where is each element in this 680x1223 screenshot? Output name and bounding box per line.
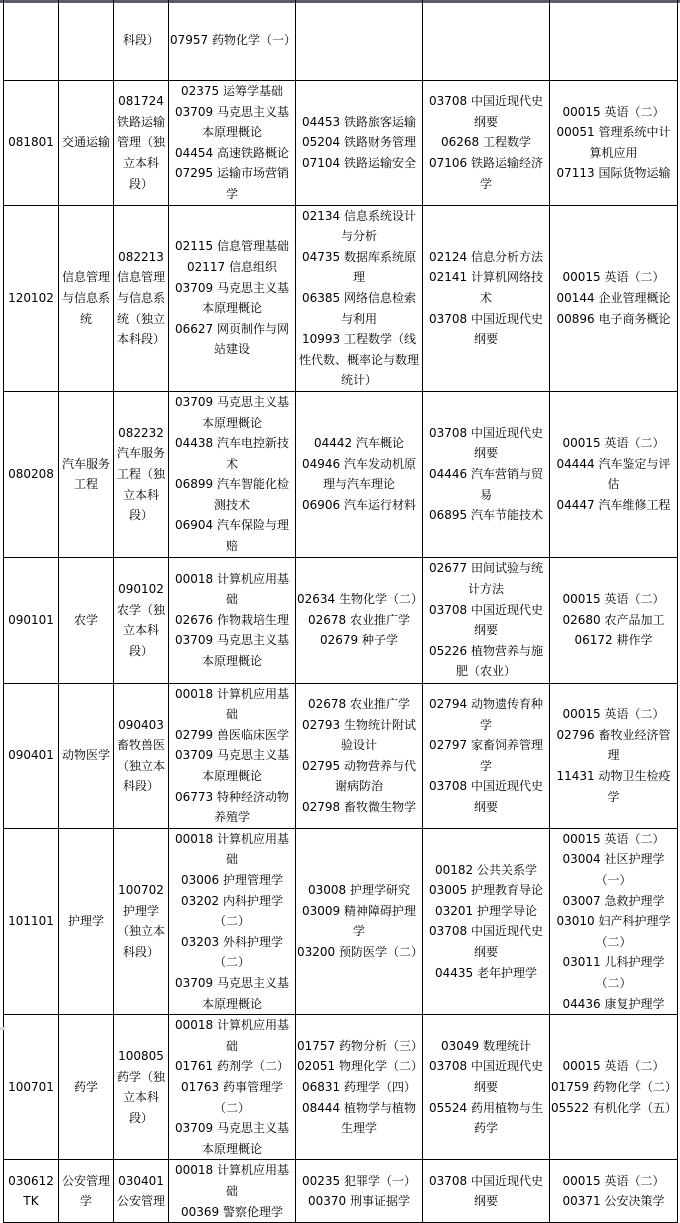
course-item: 03709 马克思主义基本原理概论	[175, 104, 289, 140]
major-code-cell	[4, 683, 59, 828]
major-code-cell	[4, 205, 59, 391]
course-item: 02796 畜牧业经济管理	[556, 727, 671, 763]
course-item: 03007 急救护理学	[562, 893, 665, 908]
sub-major-name: 082232 汽车服务工程（独立本科段）	[116, 425, 165, 523]
table-row	[4, 557, 678, 683]
course-item: 00896 电子商务概论	[556, 311, 671, 326]
sub-major-cell	[114, 391, 169, 557]
course-item: 00144 企业管理概论	[556, 290, 671, 305]
courses-group-2-cell	[296, 1015, 423, 1160]
courses-group-4-cell	[550, 683, 678, 828]
course-item: 10993 工程数学（线性代数、概率论与数理统计）	[298, 332, 419, 388]
courses-group-4-cell	[550, 557, 678, 683]
major-code: 030612TK	[8, 1173, 54, 1209]
courses-group-4-cell	[550, 0, 678, 81]
courses-group-1-cell	[169, 81, 296, 206]
major-name-cell	[59, 81, 114, 206]
major-code: 090101	[8, 612, 54, 627]
sub-major-cell	[114, 828, 169, 1014]
courses-group-3-cell	[423, 81, 550, 206]
major-name: 交通运输	[61, 135, 110, 150]
course-item: 02793 生物统计附试验设计	[302, 717, 416, 753]
course-item: 00015 英语（二）	[562, 1059, 665, 1074]
table-row	[4, 391, 678, 557]
course-item: 03006 护理管理学	[181, 873, 283, 887]
course-item: 04453 铁路旅客运输	[302, 114, 416, 129]
course-item: 03708 中国近现代史纲要	[429, 602, 543, 638]
major-code-cell	[4, 557, 59, 683]
major-code: 080208	[8, 466, 54, 481]
course-item: 03709 马克思主义基本原理概论	[175, 748, 289, 784]
courses-group-1-cell	[169, 1160, 296, 1223]
course-item: 00370 刑事证据学	[308, 1194, 410, 1209]
course-item: 03708 中国近现代史纲要	[429, 779, 543, 814]
table-row	[4, 1015, 678, 1160]
course-item: 02375 运筹学基础	[181, 84, 283, 98]
sub-major-cell	[114, 205, 169, 391]
major-name-cell	[59, 1160, 114, 1223]
major-name: 信息管理与信息系统	[61, 270, 110, 326]
courses-group-2-cell	[296, 1160, 423, 1223]
course-item: 02679 种子学	[320, 633, 398, 648]
course-item: 03011 儿科护理学（二）	[562, 955, 665, 990]
sub-major-name: 090403 畜牧兽医（独立本科段）	[116, 717, 165, 794]
course-item: 00018 计算机应用基础	[175, 1018, 289, 1053]
sub-major-cell	[114, 0, 169, 81]
course-item: 03709 马克思主义基本原理概论	[175, 280, 289, 316]
course-item: 04442 汽车概论	[314, 436, 404, 451]
courses-group-1-cell	[169, 828, 296, 1014]
course-item: 02678 农业推广学	[308, 612, 410, 627]
sub-major-name: 030401 公安管理	[116, 1173, 165, 1209]
course-item: 02799 兽医临床医学	[175, 727, 289, 742]
course-item: 06268 工程数学	[441, 135, 531, 150]
courses-group-3-cell	[423, 205, 550, 391]
course-item: 06385 网络信息检索与利用	[302, 290, 416, 326]
course-item: 07104 铁路运输安全	[302, 156, 416, 171]
major-name-cell	[59, 391, 114, 557]
major-code: 090401	[8, 748, 54, 763]
course-item: 06172 耕作学	[574, 633, 653, 648]
course-item: 03202 内科护理学（二）	[181, 893, 283, 929]
course-item: 00015 英语（二）	[562, 831, 665, 846]
sub-major-name: 082213 信息管理与信息系统（独立本科段）	[116, 249, 165, 347]
course-item: 04446 汽车营销与贸易	[429, 466, 543, 502]
course-item: 02798 畜牧微生物学	[302, 799, 416, 814]
major-name-cell	[59, 828, 114, 1014]
sub-major-name: 科段）	[122, 32, 159, 47]
course-item: 03709 马克思主义基本原理概论	[175, 633, 289, 669]
course-item: 06831 药理学（四）	[302, 1079, 416, 1094]
course-item: 02676 作物栽培生理	[175, 612, 289, 627]
courses-group-2-cell	[296, 683, 423, 828]
course-item: 00015 英语（二）	[562, 592, 665, 607]
major-name: 护理学	[67, 914, 104, 929]
courses-group-1-cell	[169, 391, 296, 557]
course-item: 03709 马克思主义基本原理概论	[175, 1121, 289, 1156]
course-item: 01763 药事管理学（二）	[181, 1079, 283, 1115]
course-item: 00018 计算机应用基础	[175, 1163, 289, 1198]
course-item: 07113 国际货物运输	[556, 166, 671, 181]
courses-group-3-cell	[423, 391, 550, 557]
course-item: 03009 精神障碍护理学	[302, 903, 416, 939]
major-name: 农学	[73, 612, 98, 627]
courses-group-2-cell	[296, 0, 423, 81]
course-item: 02117 信息组织	[187, 260, 277, 275]
courses-group-2-cell	[296, 205, 423, 391]
course-item: 05226 植物营养与施肥（农业）	[429, 643, 543, 679]
course-item: 11431 动物卫生检疫学	[556, 769, 671, 804]
course-item: 03010 妇产科护理学（二）	[556, 914, 671, 949]
course-item: 04436 康复护理学	[562, 996, 665, 1011]
courses-group-1-cell	[169, 0, 296, 81]
courses-group-2-cell	[296, 828, 423, 1014]
major-name: 动物医学	[61, 748, 110, 763]
major-name-cell	[59, 557, 114, 683]
courses-group-3-cell	[423, 0, 550, 81]
course-item: 04444 汽车鉴定与评估	[556, 456, 671, 492]
course-item: 03201 护理学导论	[435, 903, 537, 918]
course-item: 03708 中国近现代史纲要	[429, 425, 543, 461]
course-item: 00371 公安决策学	[562, 1194, 665, 1209]
course-item: 02634 生物化学（二）	[297, 592, 423, 607]
courses-group-4-cell	[550, 391, 678, 557]
course-item: 02677 田间试验与统计方法	[429, 561, 543, 596]
course-item: 02678 农业推广学	[308, 696, 410, 711]
courses-group-4-cell	[550, 81, 678, 206]
table-row	[4, 205, 678, 391]
courses-group-1-cell	[169, 557, 296, 683]
course-item: 04946 汽车发动机原理与汽车理论	[302, 456, 416, 492]
courses-group-2-cell	[296, 81, 423, 206]
courses-group-3-cell	[423, 1015, 550, 1160]
courses-group-1-cell	[169, 205, 296, 391]
table-body	[4, 0, 678, 1223]
course-item: 06904 汽车保险与理赔	[175, 518, 289, 554]
course-item: 03709 马克思主义基本原理概论	[175, 975, 289, 1011]
table-row	[4, 0, 678, 81]
course-item: 06895 汽车节能技术	[429, 508, 543, 523]
course-item: 05524 药用植物与生药学	[429, 1100, 543, 1136]
course-item: 06627 网页制作与网站建设	[175, 321, 289, 357]
course-item: 03708 中国近现代史纲要	[429, 1173, 543, 1209]
courses-group-3-cell	[423, 1160, 550, 1223]
table-row	[4, 683, 678, 828]
major-name-cell	[59, 205, 114, 391]
sub-major-cell	[114, 81, 169, 206]
courses-group-3-cell	[423, 828, 550, 1014]
sub-major-name: 081724 铁路运输管理（独立本科段）	[116, 94, 165, 191]
course-item: 03708 中国近现代史纲要	[429, 924, 543, 960]
exam-course-table	[3, 0, 678, 1223]
course-item: 01761 药剂学（二）	[175, 1059, 289, 1074]
major-code-cell	[4, 0, 59, 81]
course-item: 03708 中国近现代史纲要	[429, 94, 543, 129]
course-item: 02680 农产品加工	[562, 612, 665, 627]
courses-group-2-cell	[296, 391, 423, 557]
course-item: 00369 警察伦理学	[181, 1204, 283, 1219]
major-code-cell	[4, 1015, 59, 1160]
course-item: 02124 信息分析方法	[429, 249, 543, 264]
course-item: 04438 汽车电控新技术	[175, 436, 289, 471]
sub-major-cell	[114, 1160, 169, 1223]
course-item: 00015 英语（二）	[562, 270, 665, 285]
major-code: 100701	[8, 1079, 54, 1094]
course-item: 03004 社区护理学（一）	[562, 852, 665, 887]
course-item: 04435 老年护理学	[435, 965, 537, 980]
major-code-cell	[4, 391, 59, 557]
sub-major-name: 090102 农学（独立本科段）	[116, 581, 165, 658]
major-name-cell	[59, 0, 114, 81]
sub-major-name: 100702 护理学（独立本科段）	[116, 883, 165, 960]
course-item: 03203 外科护理学（二）	[181, 934, 283, 970]
course-item: 03200 预防医学（二）	[297, 945, 423, 960]
course-item: 02141 计算机网络技术	[429, 270, 543, 305]
courses-group-4-cell	[550, 1015, 678, 1160]
course-item: 00018 计算机应用基础	[175, 831, 289, 867]
table-row	[4, 1160, 678, 1223]
major-code-cell	[4, 828, 59, 1014]
course-item: 02134 信息系统设计与分析	[302, 208, 416, 244]
major-name: 药学	[73, 1079, 98, 1094]
courses-group-3-cell	[423, 683, 550, 828]
course-item: 05522 有机化学（五）	[551, 1100, 677, 1115]
course-item: 03049 数理统计	[441, 1038, 531, 1053]
course-item: 00182 公共关系学	[435, 862, 537, 877]
course-item: 06773 特种经济动物养殖学	[175, 789, 289, 825]
major-name: 公安管理学	[61, 1173, 110, 1209]
major-code: 120102	[8, 290, 54, 305]
sub-major-cell	[114, 1015, 169, 1160]
course-item: 00235 犯罪学（一）	[302, 1173, 416, 1188]
courses-group-2-cell	[296, 557, 423, 683]
major-name-cell	[59, 683, 114, 828]
course-item: 01757 药物分析（三）	[297, 1038, 423, 1053]
course-item: 06899 汽车智能化检测技术	[175, 477, 289, 512]
courses-group-1-cell	[169, 683, 296, 828]
courses-group-1-cell	[169, 1015, 296, 1160]
major-code-cell	[4, 1160, 59, 1223]
sub-major-name: 100805 药学（独立本科段）	[116, 1049, 165, 1125]
course-item: 02794 动物遗传育种学	[429, 696, 543, 732]
course-item: 04735 数据库系统原理	[302, 249, 416, 285]
course-item: 08444 植物学与植物生理学	[302, 1100, 416, 1136]
course-item: 04447 汽车维修工程	[556, 497, 671, 512]
major-code: 101101	[8, 914, 54, 929]
courses-group-3-cell	[423, 557, 550, 683]
course-item: 07295 运输市场营销学	[175, 166, 289, 201]
course-item: 03708 中国近现代史纲要	[429, 1059, 543, 1094]
course-item: 00051 管理系统中计算机应用	[556, 125, 671, 160]
course-item: 00015 英语（二）	[562, 707, 665, 722]
courses-group-4-cell	[550, 205, 678, 391]
major-code-cell	[4, 81, 59, 206]
courses-group-4-cell	[550, 828, 678, 1014]
course-item: 03005 护理教育导论	[429, 883, 543, 898]
course-item: 06906 汽车运行材料	[302, 497, 416, 512]
major-code: 081801	[8, 135, 54, 150]
major-name: 汽车服务工程	[61, 456, 110, 492]
course-item: 04454 高速铁路概论	[175, 145, 289, 160]
courses-group-4-cell	[550, 1160, 678, 1223]
course-item: 02115 信息管理基础	[175, 239, 289, 254]
course-item: 01759 药物化学（二）	[551, 1079, 677, 1094]
course-item: 02797 家畜饲养管理学	[429, 738, 543, 773]
course-item: 00015 英语（二）	[562, 104, 665, 119]
course-item: 00015 英语（二）	[562, 1173, 665, 1188]
major-name-cell	[59, 1015, 114, 1160]
course-item: 02795 动物营养与代谢病防治	[302, 758, 416, 794]
course-item: 00018 计算机应用基础	[175, 686, 289, 722]
course-item: 07106 铁路运输经济学	[429, 156, 543, 191]
course-item: 03008 护理学研究	[308, 883, 410, 898]
course-item: 07957 药物化学（一）	[170, 32, 296, 47]
table-row	[4, 81, 678, 206]
table-row	[4, 828, 678, 1014]
sub-major-cell	[114, 683, 169, 828]
course-item: 03709 马克思主义基本原理概论	[175, 394, 289, 430]
course-item: 02051 物理化学（二）	[297, 1059, 423, 1074]
course-item: 05204 铁路财务管理	[302, 135, 416, 150]
sub-major-cell	[114, 557, 169, 683]
course-item: 00015 英语（二）	[562, 436, 665, 451]
course-item: 03708 中国近现代史纲要	[429, 311, 543, 347]
course-item: 00018 计算机应用基础	[175, 571, 289, 607]
